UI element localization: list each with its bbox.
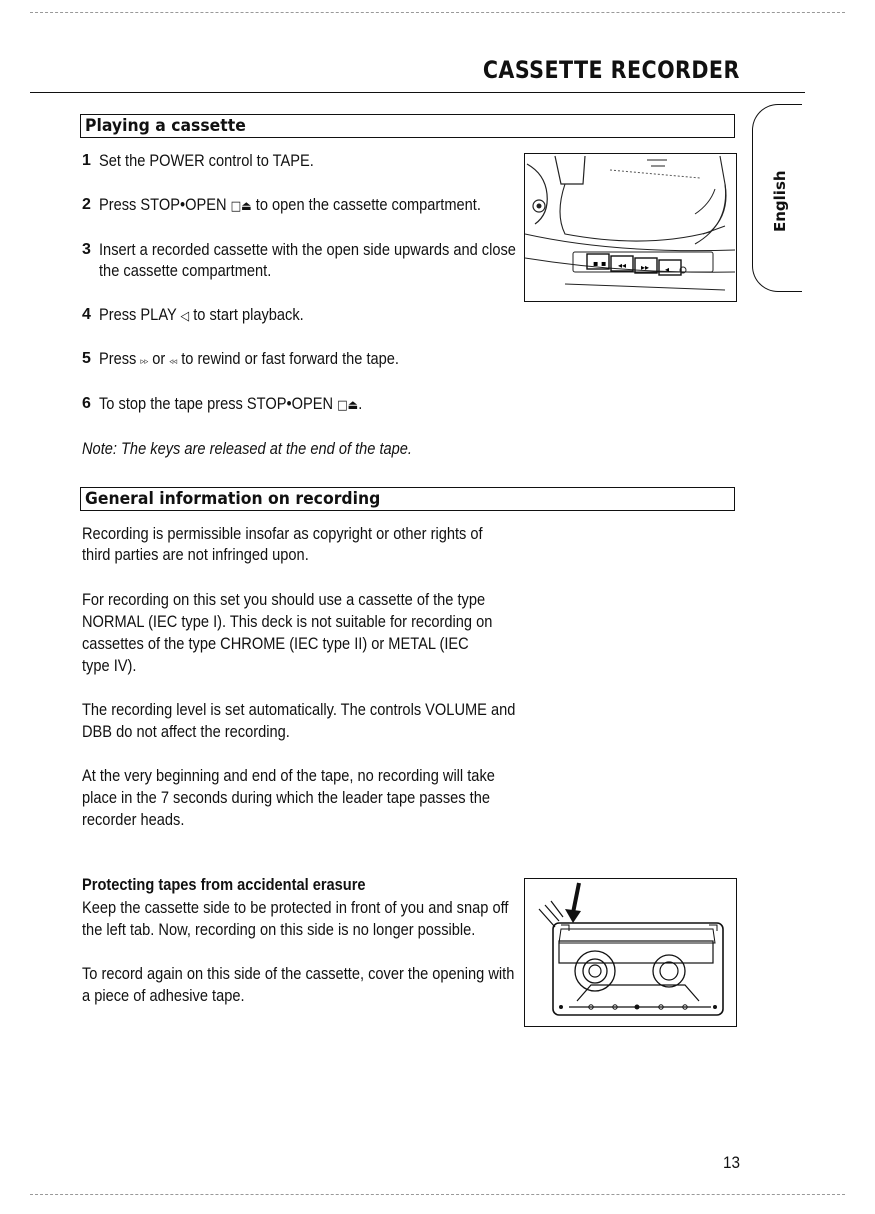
- rewind-symbol: ◃◃: [169, 357, 178, 367]
- play-symbol: ◁: [180, 309, 190, 324]
- note-text: Note: The keys are released at the end of the tape.: [82, 439, 412, 458]
- step-number: 2: [82, 196, 91, 213]
- step-text: Insert a recorded cassette with the open side upwards and close: [99, 240, 516, 259]
- paragraph-line: type IV).: [82, 656, 137, 675]
- language-tab-label: English: [771, 170, 789, 232]
- scan-edge-bottom: [30, 1194, 845, 1195]
- page-number: 13: [723, 1153, 741, 1172]
- section-heading-box-playing: [80, 114, 735, 138]
- header-rule: [30, 92, 805, 93]
- cassette-deck-illustration: [524, 153, 737, 302]
- fast-forward-symbol: ▹▹: [140, 357, 149, 367]
- paragraph-line: DBB do not affect the recording.: [82, 722, 290, 741]
- paragraph-line: For recording on this set you should use a cassette of the type: [82, 590, 486, 609]
- step-number: 4: [82, 306, 91, 323]
- step-text: Press STOP•OPEN □⏏ to open the cassette compartment.: [99, 195, 481, 214]
- paragraph-line: Keep the cassette side to be protected in front of you and snap off: [82, 898, 509, 917]
- step-text: Press PLAY ◁ to start playback.: [99, 305, 304, 324]
- svg-text:▸▸: ▸▸: [641, 263, 650, 272]
- section-heading-playing: Playing a cassette: [85, 116, 246, 136]
- page-title: CASSETTE RECORDER: [483, 56, 740, 84]
- step-number: 5: [82, 350, 91, 367]
- paragraph-line: At the very beginning and end of the tape, no recording will take: [82, 766, 495, 785]
- paragraph-line: the left tab. Now, recording on this side is no longer possible.: [82, 920, 476, 939]
- section-heading-box-general: [80, 487, 735, 511]
- step-text: To stop the tape press STOP•OPEN □⏏.: [99, 394, 363, 413]
- cassette-deck-drawing: [525, 154, 735, 300]
- paragraph-line: The recording level is set automatically. The controls VOLUME and: [82, 700, 516, 719]
- svg-text:◂◂: ◂◂: [618, 261, 627, 270]
- svg-text:◂: ◂: [665, 265, 670, 274]
- scan-edge-top: [30, 12, 845, 13]
- step-number: 3: [82, 241, 91, 258]
- stop-open-symbol: □⏏: [230, 199, 252, 214]
- paragraph-line: Recording is permissible insofar as copyright or other rights of: [82, 524, 483, 543]
- step-number: 6: [82, 395, 91, 412]
- cassette-tab-drawing: [525, 879, 735, 1025]
- cassette-tab-illustration: [524, 878, 737, 1027]
- step-text-continued: the cassette compartment.: [99, 261, 272, 280]
- paragraph-line: place in the 7 seconds during which the leader tape passes the: [82, 788, 491, 807]
- paragraph-line: NORMAL (IEC type I). This deck is not suitable for recording on: [82, 612, 493, 631]
- paragraph-line: a piece of adhesive tape.: [82, 986, 245, 1005]
- step-text: Press ▹▹ or ◃◃ to rewind or fast forward the tape.: [99, 349, 399, 368]
- subheading-protecting: Protecting tapes from accidental erasure: [82, 875, 366, 894]
- paragraph-line: cassettes of the type CHROME (IEC type II) or METAL (IEC: [82, 634, 469, 653]
- paragraph-line: third parties are not infringed upon.: [82, 545, 309, 564]
- paragraph-line: recorder heads.: [82, 810, 185, 829]
- stop-open-symbol: □⏏: [337, 398, 359, 413]
- step-number: 1: [82, 152, 91, 169]
- section-heading-general: General information on recording: [85, 489, 381, 509]
- svg-text:▪ ▪: ▪ ▪: [593, 259, 607, 268]
- paragraph-line: To record again on this side of the cassette, cover the opening with: [82, 964, 515, 983]
- step-text: Set the POWER control to TAPE.: [99, 151, 314, 170]
